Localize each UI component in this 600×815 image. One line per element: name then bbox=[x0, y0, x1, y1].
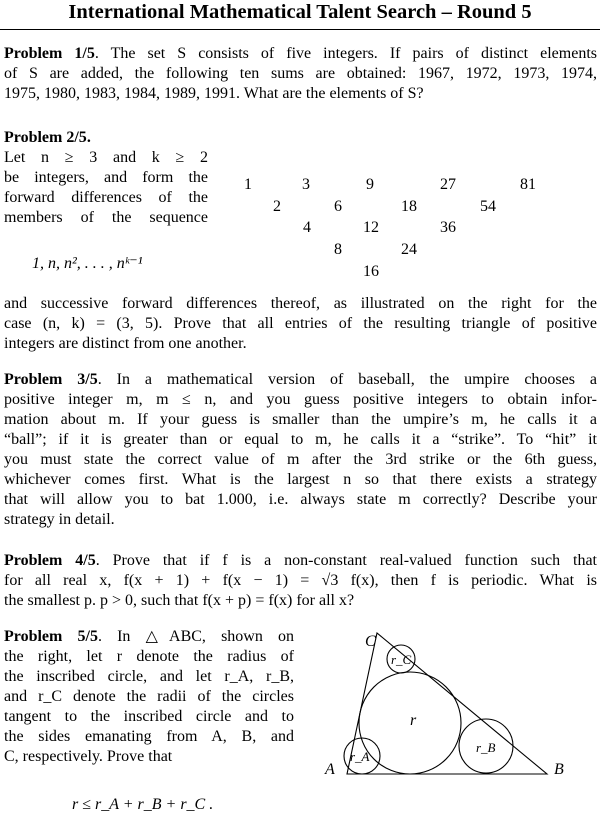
incircle-figure bbox=[320, 628, 580, 778]
p1-line-1: Problem 1/5. The set S consists of five integers. If pairs of distinct elements bbox=[4, 45, 598, 62]
tri-r4-0: 8 bbox=[334, 241, 342, 258]
tri-r3-0: 4 bbox=[303, 219, 311, 236]
p2-left-line-3: forward differences of the bbox=[4, 189, 208, 206]
label-rc: r_C bbox=[391, 652, 412, 667]
p5-line-5: tangent to the inscribed circle and to bbox=[4, 708, 294, 725]
label-ra: r_A bbox=[350, 749, 370, 764]
tri-r2-3: 54 bbox=[480, 198, 496, 215]
p5-line-2: the right, let r denote the radius of bbox=[4, 648, 294, 665]
p1-line-2: of S are added, the following ten sums are obtained: 1967, 1972, 1973, 1974, bbox=[4, 65, 597, 82]
tri-r3-2: 36 bbox=[440, 219, 456, 236]
page-title: International Mathematical Talent Search – Round 5 bbox=[68, 1, 532, 23]
p3-line-3: mation about m. If your guess is smaller than the umpire’s m, he calls it a bbox=[4, 411, 597, 428]
p5-line-4: and r_C denote the radii of the circles bbox=[4, 688, 294, 705]
p4-label: Problem 4/5 bbox=[4, 552, 96, 569]
problem-4 bbox=[4, 551, 597, 611]
triangle-abc bbox=[347, 633, 547, 774]
p3-line-6: whichever comes first. What is the largest n so that there exists a strategy bbox=[4, 471, 597, 488]
p3-line-8: strategy in detail. bbox=[4, 511, 115, 528]
title-rule bbox=[0, 29, 600, 30]
p3-line-5: you must state the correct value of m after the 3rd strike or the 6th guess, bbox=[4, 451, 597, 468]
p5-inequality: r ≤ r_A + r_B + r_C . bbox=[72, 796, 214, 813]
tri-r1-0: 1 bbox=[244, 176, 252, 193]
p4-line-1: Problem 4/5. Prove that if f is a non-constant real-valued function such that bbox=[4, 552, 597, 569]
tri-r1-1: 3 bbox=[302, 176, 310, 193]
p2-left-line-2: be integers, and form the bbox=[4, 169, 208, 186]
tri-r1-2: 9 bbox=[366, 176, 374, 193]
p1-label: Problem 1/5 bbox=[4, 45, 95, 62]
problem-3 bbox=[4, 370, 597, 530]
label-r: r bbox=[410, 712, 417, 729]
p5-label: Problem 5/5 bbox=[4, 628, 98, 645]
p5-line-3: the inscribed circle, and let r_A, r_B, bbox=[4, 668, 294, 685]
p3-line-2: positive integer m, m ≤ n, and you guess positive integers to obtain infor- bbox=[4, 391, 597, 408]
p2-continuation bbox=[4, 294, 597, 354]
tri-r1-4: 81 bbox=[520, 176, 536, 193]
p5-line-1: Problem 5/5. In △ABC, shown on bbox=[4, 628, 294, 645]
p3-line-1: Problem 3/5. In a mathematical version of baseball, the umpire chooses a bbox=[4, 371, 597, 388]
p4-line-2: for all real x, f(x + 1) + f(x − 1) = √3 f(x), then f is periodic. What is bbox=[4, 572, 597, 589]
p2-after-line-1: and successive forward differences thereof, as illustrated on the right for the bbox=[4, 295, 597, 312]
p3-line-7: that will allow you to bat 1.000, i.e. always state m correctly? Describe your bbox=[4, 491, 597, 508]
label-b: B bbox=[554, 761, 564, 778]
problem-2: Problem 2/5. Let n ≥ 3 and k ≥ 2 be integers, and form the forward differences of the members of the sequence bbox=[4, 129, 208, 226]
label-rb: r_B bbox=[476, 740, 496, 755]
p3-label: Problem 3/5 bbox=[4, 371, 98, 388]
p5-line-7: C, respectively. Prove that bbox=[4, 748, 173, 765]
p2-after-line-3: integers are distinct from one another. bbox=[4, 335, 247, 352]
p2-after-line-2: case (n, k) = (3, 5). Prove that all entries of the resulting triangle of positive bbox=[4, 315, 597, 332]
p5-line-6: the sides emanating from A, B, and bbox=[4, 728, 294, 745]
tri-r2-0: 2 bbox=[273, 198, 281, 215]
tri-r4-1: 24 bbox=[401, 241, 417, 258]
p2-sequence: 1, n, n², . . . , nᵏ⁻¹ bbox=[32, 255, 143, 272]
problem-1 bbox=[4, 44, 597, 104]
tri-r3-1: 12 bbox=[363, 219, 379, 236]
label-c: C bbox=[365, 633, 376, 650]
problem-5 bbox=[4, 627, 294, 767]
tri-r5-0: 16 bbox=[363, 263, 379, 280]
p2-left-line-1: Let n ≥ 3 and k ≥ 2 bbox=[4, 149, 208, 166]
p4-line-3: the smallest p. p > 0, such that f(x + p) = f(x) for all x? bbox=[4, 592, 355, 609]
p1-line-3: 1975, 1980, 1983, 1984, 1989, 1991. What are the elements of S? bbox=[4, 85, 424, 102]
tri-r2-2: 18 bbox=[401, 198, 417, 215]
label-a: A bbox=[325, 761, 335, 778]
p3-line-4: “ball”; if it is greater than or equal to m, he calls it a “strike”. To “hit” it bbox=[4, 431, 597, 448]
tri-r1-3: 27 bbox=[440, 176, 456, 193]
p2-left-line-4: members of the sequence bbox=[4, 209, 208, 226]
p2-label: Problem 2/5 bbox=[4, 129, 87, 146]
tri-r2-1: 6 bbox=[334, 198, 342, 215]
